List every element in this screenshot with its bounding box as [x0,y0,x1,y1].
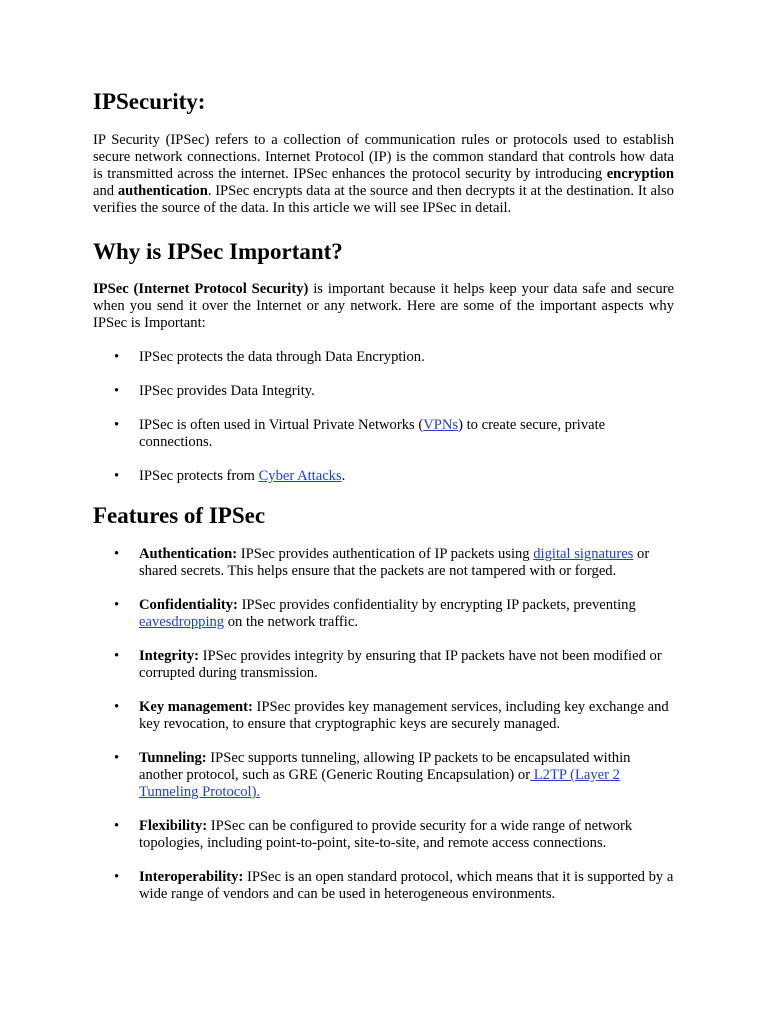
list-item [93,383,674,400]
why-paragraph [93,281,674,332]
feature-text: IPSec provides authentication of IP packets using [237,546,534,562]
feature-label-key-management: Key management: [139,699,253,715]
intro-text-3: . IPSec encrypts data at the source and then decrypts it at the destination. It also verifies the source of the data. In this article we will see IPSec in detail. [93,183,674,216]
page-title: IPSecurity: [93,89,206,114]
feature-label-flexibility: Flexibility: [139,818,208,834]
list-item [93,468,674,485]
feature-text: on the network traffic. [224,614,358,630]
feature-label-interoperability: Interoperability: [139,869,244,885]
feature-text: or shared secrets. This helps ensure that the packets are not tampered with or forged. [139,546,650,579]
why-item-4-post: . [341,468,346,484]
cyber-attacks-link[interactable]: Cyber Attacks [258,468,342,484]
feature-label-tunneling: Tunneling: [139,750,207,766]
bullet-icon: • [114,699,120,715]
list-item [93,597,674,631]
bullet-icon: • [114,417,120,433]
bullet-icon: • [114,383,120,399]
why-list [93,349,674,485]
feature-text: IPSec provides confidentiality by encrypting IP packets, preventing [237,597,636,613]
bullet-icon: • [114,597,120,613]
l2tp-link[interactable]: L2TP (Layer 2 Tunneling Protocol). [139,767,620,800]
list-item [93,750,674,801]
features-list [93,546,674,903]
feature-text: IPSec can be configured to provide security for a wide range of network topologies, including point-to-point, site-to-site, and remote access connections. [139,818,633,851]
eavesdropping-link[interactable]: eavesdropping [139,614,225,630]
why-para-bold: IPSec (Internet Protocol Security) [93,281,309,297]
list-item [93,648,674,682]
vpns-link[interactable]: VPNs [423,417,459,433]
why-item-4-pre: IPSec protects from [139,468,259,484]
bullet-icon: • [114,818,120,834]
list-item [93,349,674,366]
intro-paragraph [93,132,674,217]
why-item-2: IPSec provides Data Integrity. [139,383,315,399]
list-item [93,818,674,852]
bullet-icon: • [114,750,120,766]
list-item [93,546,674,580]
bullet-icon: • [114,869,120,885]
feature-label-integrity: Integrity: [139,648,199,664]
feature-text: IPSec provides key management services, including key exchange and key revocation, to ensure that cryptographic keys are securely managed. [139,699,669,732]
why-item-3-pre: IPSec is often used in Virtual Private Networks ( [139,417,424,433]
intro-text-1: IP Security (IPSec) refers to a collection of communication rules or protocols used to establish secure network connections. Internet Protocol (IP) is the common standard that controls how data is transmitted across the internet. IPSec enhances the protocol security by introducing [93,132,674,182]
feature-label-authentication: Authentication: [139,546,238,562]
digital-signatures-link[interactable]: digital signatures [533,546,634,562]
feature-text: IPSec provides integrity by ensuring that IP packets have not been modified or corrupted during transmission. [139,648,662,681]
bullet-icon: • [114,468,120,484]
why-item-1: IPSec protects the data through Data Encryption. [139,349,425,365]
list-item [93,417,674,451]
bullet-icon: • [114,546,120,562]
list-item [93,869,674,903]
feature-text: IPSec supports tunneling, allowing IP packets to be encapsulated within another protocol, such as GRE (Generic Routing Encapsulation) or [139,750,631,783]
features-heading: Features of IPSec [93,503,266,528]
intro-bold-authentication: authentication [117,183,208,199]
why-item-3-post: ) to create secure, private connections. [139,417,606,450]
feature-label-confidentiality: Confidentiality: [139,597,238,613]
list-item [93,699,674,733]
bullet-icon: • [114,648,120,664]
document-content [93,88,674,903]
why-heading: Why is IPSec Important? [93,239,343,264]
intro-bold-encryption: encryption [606,166,674,182]
intro-text-2: and [93,183,118,199]
why-para-text: is important because it helps keep your data safe and secure when you send it over the Internet or any network. Here are some of the important aspects why IPSec is Important: [93,281,674,331]
feature-text: IPSec is an open standard protocol, which means that it is supported by a wide range of vendors and can be used in heterogeneous environments. [139,869,674,902]
bullet-icon: • [114,349,120,365]
